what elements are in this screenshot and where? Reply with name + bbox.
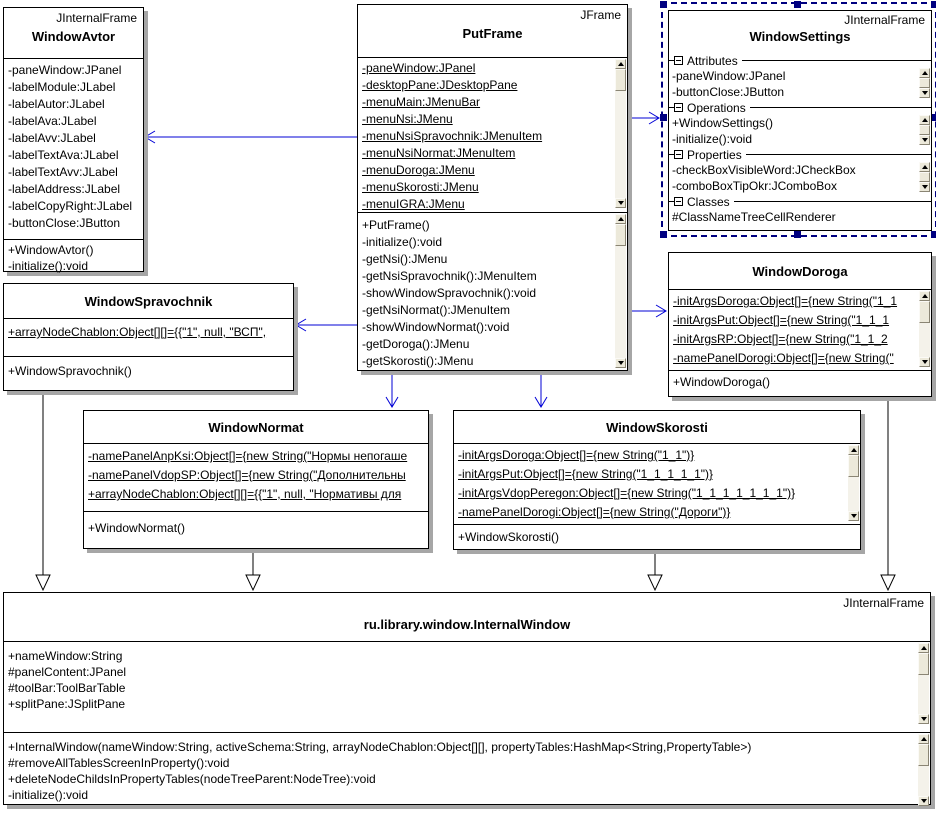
member-line[interactable]: #ClassNameTreeCellRenderer <box>672 210 836 224</box>
collapse-minus-icon[interactable] <box>674 56 683 65</box>
member-list <box>358 60 627 212</box>
attributes-compartment <box>358 57 627 212</box>
class-window-settings[interactable] <box>668 10 932 231</box>
section-scrollbar[interactable] <box>919 68 930 98</box>
member-list <box>4 648 930 712</box>
scroll-up-button[interactable] <box>919 291 930 301</box>
selection-handle-middle-left[interactable] <box>660 114 667 121</box>
attributes-compartment <box>84 443 428 511</box>
member-line[interactable]: -namePanelDorogi:Object[]={new String(" <box>673 351 894 365</box>
class-name: PutFrame <box>462 26 523 41</box>
scroll-thumb[interactable] <box>919 125 930 135</box>
arrow-up-icon <box>851 448 857 452</box>
member-line[interactable]: -getNsi():JMenu <box>362 252 448 266</box>
member-line[interactable]: -initArgsDoroga:Object[]={new String("1_1")} <box>458 448 695 462</box>
member-line[interactable]: -comboBoxTipOkr:JComboBox <box>672 179 837 193</box>
association-putframe-to-windowspravochnik[interactable] <box>296 319 357 331</box>
scroll-up-button[interactable] <box>918 643 929 653</box>
member-line[interactable]: -initialize():void <box>362 235 443 249</box>
member-line[interactable]: -initialize():void <box>672 132 753 146</box>
member-list <box>4 739 930 803</box>
section-label: Attributes <box>687 53 738 68</box>
member-line[interactable]: -labelTextAvv:JLabel <box>8 165 118 179</box>
section-scrollbar[interactable] <box>919 115 930 145</box>
header-rule <box>734 201 931 202</box>
member-line[interactable]: -getNsiSpravochnik():JMenuItem <box>362 269 537 283</box>
collapse-minus-icon[interactable] <box>674 103 683 112</box>
scroll-down-button[interactable] <box>919 357 930 367</box>
attributes-scrollbar[interactable] <box>848 445 859 521</box>
arrow-up-icon <box>922 165 928 169</box>
member-line[interactable]: +arrayNodeChablon:Object[][]={{"1", null, "ВСП", <box>8 325 267 339</box>
title-compartment <box>4 8 143 58</box>
scroll-thumb[interactable] <box>918 744 929 766</box>
arrow-up-icon <box>921 737 927 741</box>
member-line[interactable]: -menuNsi:JMenu <box>362 112 453 126</box>
member-line[interactable]: -getNsiNormat():JMenuItem <box>362 303 511 317</box>
inheritance-triangle-icon <box>36 575 50 590</box>
member-line[interactable]: -labelModule:JLabel <box>8 80 116 94</box>
selection-handle-bottom-middle[interactable] <box>794 231 801 238</box>
member-line[interactable]: #toolBar:ToolBarTable <box>8 681 126 695</box>
scroll-thumb[interactable] <box>919 301 930 323</box>
arrow-up-icon <box>922 118 928 122</box>
class-name: WindowSpravochnik <box>84 293 213 309</box>
attributes-scrollbar[interactable] <box>615 59 626 208</box>
scroll-up-button[interactable] <box>615 214 626 224</box>
class-name: WindowDoroga <box>752 263 848 279</box>
member-line[interactable]: +WindowSpravochnik() <box>8 364 132 378</box>
section-header <box>669 100 931 115</box>
member-line[interactable]: -initialize():void <box>8 259 89 273</box>
association-putframe-to-windowsettings[interactable] <box>627 112 659 124</box>
association-putframe-to-windownormat[interactable] <box>386 370 398 407</box>
superclass-label: JInternalFrame <box>844 13 925 27</box>
operations-compartment <box>454 524 860 553</box>
section-items <box>669 162 931 194</box>
scroll-down-button[interactable] <box>919 88 930 98</box>
selection-handle-top-left[interactable] <box>660 1 667 8</box>
header-rule <box>746 154 931 155</box>
member-line[interactable]: #removeAllTablesScreenInProperty():void <box>8 756 230 770</box>
attributes-compartment <box>4 318 293 356</box>
section-items <box>669 209 931 225</box>
selection-handle-bottom-left[interactable] <box>660 231 667 238</box>
section-label: Operations <box>687 100 746 115</box>
class-internal-window[interactable] <box>3 592 931 805</box>
member-line[interactable]: -paneWindow:JPanel <box>672 69 786 83</box>
section-operations <box>669 100 931 147</box>
member-line[interactable]: +InternalWindow(nameWindow:String, activeSchema:String, arrayNodeChablon:Object[][], propertyTables:HashMap<String,PropertyTable>) <box>8 740 752 754</box>
scroll-up-button[interactable] <box>919 68 930 78</box>
member-line[interactable]: -paneWindow:JPanel <box>8 63 122 77</box>
selection-handle-top-right[interactable] <box>931 1 936 8</box>
arrow-down-icon <box>922 138 928 142</box>
class-name: WindowSkorosti <box>606 419 708 435</box>
association-putframe-to-windowskorosti[interactable] <box>535 370 547 407</box>
member-line[interactable]: -labelAva:JLabel <box>8 114 97 128</box>
arrow-up-icon <box>618 217 624 221</box>
section-properties <box>669 147 931 194</box>
class-window-spravochnik[interactable] <box>3 283 294 391</box>
member-line[interactable]: +arrayNodeChablon:Object[][]={{"1", null, "Нормативы для <box>88 487 402 501</box>
member-line[interactable]: -namePanelDorogi:Object[]={new String("Дороги")} <box>458 505 731 519</box>
inheritance-triangle-icon <box>881 575 895 590</box>
member-line[interactable]: +deleteNodeChildsInPropertyTables(nodeTreeParent:NodeTree):void <box>8 772 376 786</box>
scroll-down-button[interactable] <box>919 182 930 192</box>
operations-compartment <box>669 370 931 399</box>
member-line[interactable]: -buttonClose:JButton <box>672 85 785 99</box>
scroll-down-button[interactable] <box>919 135 930 145</box>
inheritance-triangle-icon <box>246 575 260 590</box>
member-line[interactable]: -menuDoroga:JMenu <box>362 163 475 177</box>
member-line[interactable]: +splitPane:JSplitPane <box>8 697 126 711</box>
scroll-thumb[interactable] <box>919 172 930 182</box>
member-line[interactable]: -labelCopyRight:JLabel <box>8 199 133 213</box>
arrow-up-icon <box>922 294 928 298</box>
header-rule <box>742 60 931 61</box>
selection-handle-top-middle[interactable] <box>794 1 801 8</box>
inheritance-triangle-icon <box>648 575 662 590</box>
operations-scrollbar[interactable] <box>918 734 929 806</box>
title-compartment <box>454 411 860 443</box>
class-put-frame[interactable] <box>357 4 628 371</box>
scroll-thumb[interactable] <box>919 78 930 88</box>
title-compartment <box>84 411 428 443</box>
class-name: ru.library.window.InternalWindow <box>363 617 571 632</box>
scroll-down-button[interactable] <box>918 714 929 724</box>
attributes-scrollbar[interactable] <box>918 643 929 724</box>
superclass-label: JFrame <box>580 8 621 22</box>
attributes-scrollbar[interactable] <box>919 291 930 367</box>
member-line[interactable]: +nameWindow:String <box>8 649 123 663</box>
title-compartment <box>669 11 931 53</box>
member-list <box>358 217 627 370</box>
scroll-up-button[interactable] <box>919 115 930 125</box>
member-line[interactable]: -menuSkorosti:JMenu <box>362 180 479 194</box>
member-line[interactable]: -initialize():void <box>8 788 89 802</box>
member-line[interactable]: -initArgsDoroga:Object[]={new String("1_1 <box>673 294 898 308</box>
member-line[interactable]: -showWindowNormat():void <box>362 320 510 334</box>
operations-compartment <box>4 732 930 814</box>
title-compartment <box>4 593 930 641</box>
member-line[interactable]: +WindowAvtor() <box>8 243 94 257</box>
arrow-up-icon <box>921 646 927 650</box>
member-line[interactable]: -initArgsVdopPeregon:Object[]={new String("1_1_1_1_1_1_1")} <box>458 486 796 500</box>
attributes-compartment <box>454 443 860 524</box>
member-line[interactable]: -menuNsiNormat:JMenuItem <box>362 146 516 160</box>
class-window-skorosti[interactable] <box>453 410 861 550</box>
member-line[interactable]: +WindowSettings() <box>672 116 774 130</box>
operations-compartment <box>4 356 293 399</box>
member-line[interactable]: -getSkorosti():JMenu <box>362 354 474 368</box>
member-line[interactable]: -namePanelAnpKsi:Object[]={new String("Нормы непогаше <box>88 449 408 463</box>
section-header <box>669 194 931 209</box>
section-items <box>669 68 931 100</box>
arrow-down-icon <box>922 185 928 189</box>
operations-scrollbar[interactable] <box>615 214 626 368</box>
scroll-up-button[interactable] <box>918 734 929 744</box>
member-line[interactable]: -desktopPane:JDesktopPane <box>362 78 518 92</box>
member-list <box>669 292 931 368</box>
arrow-down-icon <box>922 91 928 95</box>
scroll-up-button[interactable] <box>848 445 859 455</box>
member-line[interactable]: -namePanelVdopSP:Object[]={new String("Дополнительны <box>88 468 406 482</box>
title-compartment <box>669 253 931 289</box>
section-header <box>669 53 931 68</box>
class-window-normat[interactable] <box>83 410 429 549</box>
scroll-up-button[interactable] <box>615 59 626 69</box>
member-line[interactable]: -initArgsPut:Object[]={new String("1_1_1 <box>673 313 890 327</box>
title-compartment <box>4 284 293 318</box>
arrow-down-icon <box>922 360 928 364</box>
header-rule <box>750 107 931 108</box>
attributes-compartment <box>4 641 930 732</box>
member-line[interactable]: +PutFrame() <box>362 218 430 232</box>
section-scrollbar[interactable] <box>919 162 930 192</box>
arrow-down-icon <box>618 361 624 365</box>
member-line[interactable]: #panelContent:JPanel <box>8 665 127 679</box>
scroll-down-button[interactable] <box>918 796 929 806</box>
collapse-minus-icon[interactable] <box>674 197 683 206</box>
member-line[interactable]: -initArgsRP:Object[]={new String("1_1_2 <box>673 332 888 346</box>
member-line[interactable]: -paneWindow:JPanel <box>362 61 476 75</box>
association-putframe-to-windowdoroga[interactable] <box>627 305 666 317</box>
scroll-thumb[interactable] <box>615 224 626 246</box>
section-label: Classes <box>687 194 730 209</box>
selection-handle-bottom-right[interactable] <box>931 231 936 238</box>
operations-compartment <box>84 511 428 557</box>
section-attributes <box>669 53 931 100</box>
scroll-down-button[interactable] <box>615 198 626 208</box>
section-items <box>669 115 931 147</box>
member-line[interactable]: -checkBoxVisibleWord:JCheckBox <box>672 163 856 177</box>
operations-compartment <box>4 239 143 274</box>
class-name: WindowSettings <box>749 29 851 44</box>
scroll-up-button[interactable] <box>919 162 930 172</box>
scroll-thumb[interactable] <box>918 653 929 675</box>
arrow-down-icon <box>921 717 927 721</box>
arrow-down-icon <box>921 799 927 803</box>
member-line[interactable]: +WindowNormat() <box>88 521 186 535</box>
member-line[interactable]: -labelAvv:JLabel <box>8 131 96 145</box>
member-line[interactable]: +WindowSkorosti() <box>458 530 560 544</box>
class-window-avtor[interactable] <box>3 7 144 272</box>
collapse-minus-icon[interactable] <box>674 150 683 159</box>
class-name: WindowAvtor <box>31 29 116 44</box>
member-line[interactable]: -initArgsPut:Object[]={new String("1_1_1_1_1")} <box>458 467 713 481</box>
member-line[interactable]: -buttonClose:JButton <box>8 216 121 230</box>
title-compartment <box>358 5 627 57</box>
section-classes <box>669 194 931 225</box>
scroll-thumb[interactable] <box>615 69 626 91</box>
attributes-compartment <box>669 289 931 370</box>
member-line[interactable]: -labelAddress:JLabel <box>8 182 121 196</box>
association-putframe-to-windowavtor[interactable] <box>145 131 357 143</box>
scroll-down-button[interactable] <box>848 511 859 521</box>
member-list <box>454 446 860 522</box>
member-line[interactable]: -menuIGRA:JMenu <box>362 197 465 211</box>
member-line[interactable]: -labelTextAva:JLabel <box>8 148 119 162</box>
scroll-down-button[interactable] <box>615 358 626 368</box>
arrow-down-icon <box>618 201 624 205</box>
scroll-thumb[interactable] <box>848 455 859 477</box>
section-header <box>669 147 931 162</box>
superclass-label: JInternalFrame <box>843 596 924 610</box>
section-label: Properties <box>687 147 742 162</box>
arrow-up-icon <box>618 62 624 66</box>
member-line[interactable]: -getDoroga():JMenu <box>362 337 470 351</box>
arrow-down-icon <box>851 514 857 518</box>
member-line[interactable]: -menuMain:JMenuBar <box>362 95 481 109</box>
arrow-up-icon <box>922 71 928 75</box>
superclass-label: JInternalFrame <box>56 11 137 25</box>
class-window-doroga[interactable] <box>668 252 932 397</box>
member-line[interactable]: -labelAutor:JLabel <box>8 97 105 111</box>
member-line[interactable]: -menuNsiSpravochnik:JMenuItem <box>362 129 543 143</box>
member-line[interactable]: +WindowDoroga() <box>673 375 771 389</box>
operations-compartment <box>358 212 627 374</box>
class-name: WindowNormat <box>208 419 304 435</box>
attributes-compartment <box>4 58 143 239</box>
member-line[interactable]: -showWindowSpravochnik():void <box>362 286 537 300</box>
